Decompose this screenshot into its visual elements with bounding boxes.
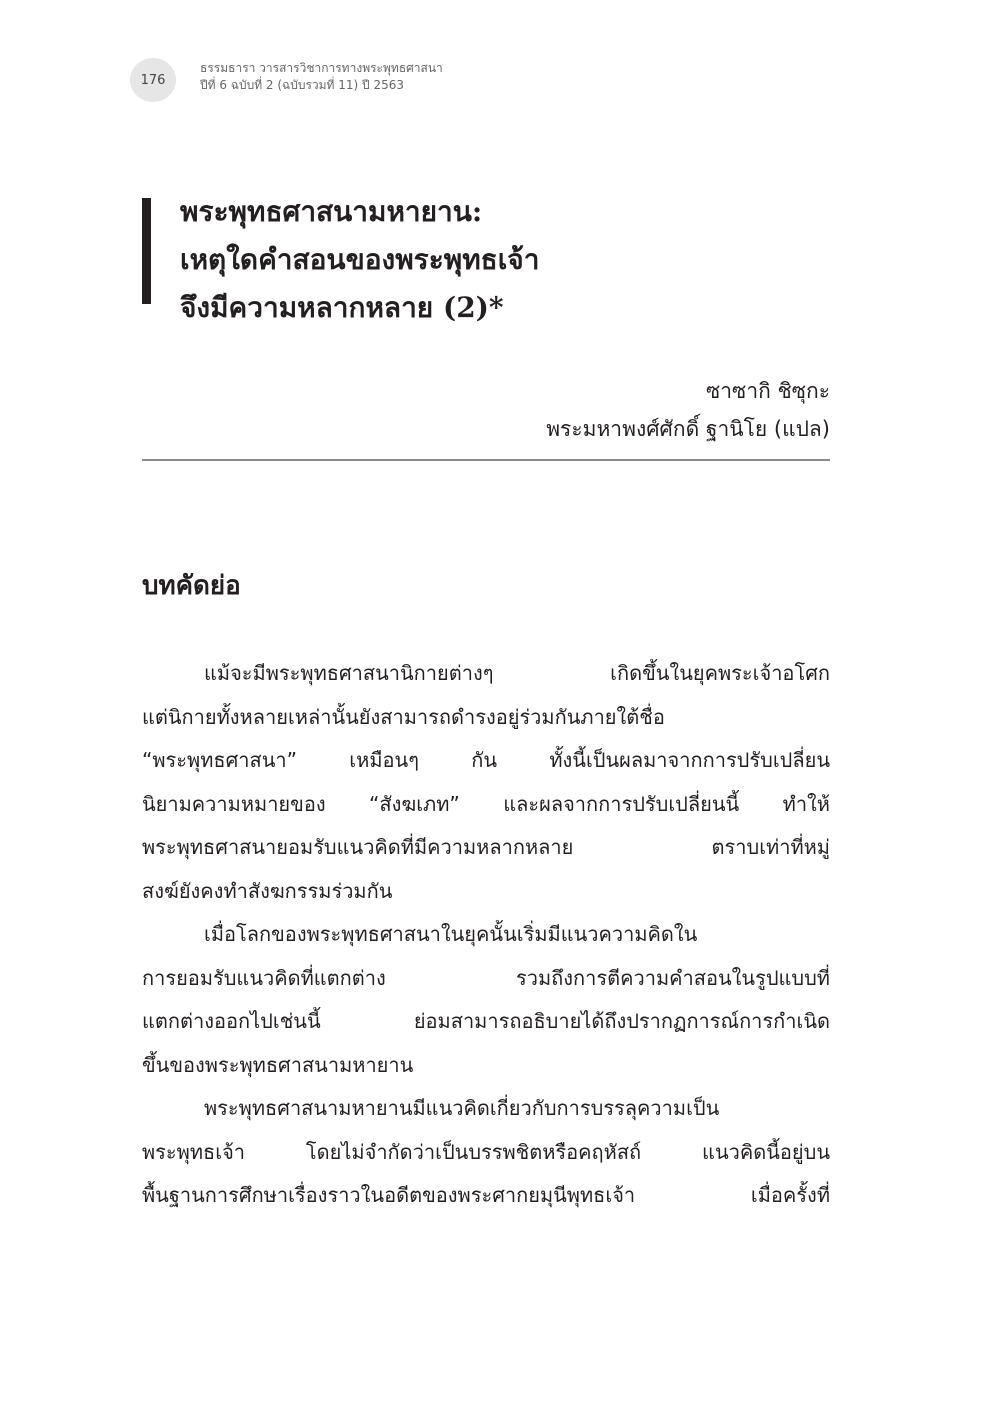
abstract-line: พระพุทธศาสนามหายานมีแนวคิดเกี่ยวกับการบรรลุความเป็น	[204, 1096, 720, 1120]
abstract-body	[142, 652, 830, 1218]
abstract-line: พระพุทธเจ้า โดยไม่จำกัดว่าเป็นบรรพชิตหรือคฤหัสถ์ แนวคิดนี้อยู่บน	[142, 1139, 830, 1164]
title-line-2: เหตุใดคำสอนของพระพุทธเจ้า	[180, 243, 540, 276]
translator-name: พระมหาพงศ์ศักดิ์ ฐานิโย (แปล)	[546, 417, 830, 441]
title-line-3: จึงมีความหลากหลาย (2)*	[180, 291, 504, 324]
abstract-line: แตกต่างออกไปเช่นนี้ ย่อมสามารถอธิบายได้ถึงปรากฏการณ์การกำเนิด	[142, 1009, 830, 1033]
page-number-text: 176	[140, 72, 166, 88]
running-head	[200, 60, 443, 94]
abstract-line: พระพุทธศาสนายอมรับแนวคิดที่มีความหลากหลาย ตราบเท่าที่หมู่	[142, 835, 830, 859]
title-line-1: พระพุทธศาสนามหายาน:	[180, 195, 483, 228]
abstract-line: แต่นิกายทั้งหลายเหล่านั้นยังสามารถดำรงอยู่ร่วมกันภายใต้ชื่อ	[142, 704, 665, 729]
title-accent-bar	[142, 198, 151, 304]
issue-info: ปีที่ 6 ฉบับที่ 2 (ฉบับรวมที่ 11) ปี 2563	[200, 78, 405, 92]
abstract-line: ขึ้นของพระพุทธศาสนามหายาน	[142, 1052, 414, 1077]
author-name: ซาซากิ ชิซุกะ	[706, 379, 830, 403]
abstract-heading: บทคัดย่อ	[142, 571, 241, 601]
divider-rule	[142, 459, 830, 461]
abstract-line: แม้จะมีพระพุทธศาสนานิกายต่างๆ เกิดขึ้นในยุคพระเจ้าอโศก	[204, 661, 830, 685]
abstract-line: พื้นฐานการศึกษาเรื่องราวในอดีตของพระศากยมุนีพุทธเจ้า เมื่อครั้งที่	[142, 1183, 830, 1207]
journal-name: ธรรมธารา วารสารวิชาการทางพระพุทธศาสนา	[200, 61, 443, 75]
page-number	[130, 58, 176, 102]
abstract-line: การยอมรับแนวคิดที่แตกต่าง รวมถึงการตีความคำสอนในรูปแบบที่	[142, 965, 830, 990]
byline	[546, 372, 830, 448]
abstract-line: “พระพุทธศาสนา” เหมือนๆ กัน ทั้งนี้เป็นผลมาจากการปรับเปลี่ยน	[142, 748, 830, 772]
abstract-line: นิยามความหมายของ “สังฆเภท” และผลจากการปรับเปลี่ยนนี้ ทำให้	[142, 791, 830, 816]
abstract-line: สงฆ์ยังคงทำสังฆกรรมร่วมกัน	[142, 878, 393, 903]
abstract-line: เมื่อโลกของพระพุทธศาสนาในยุคนั้นเริ่มมีแนวความคิดใน	[204, 922, 698, 946]
article-title	[180, 188, 539, 332]
